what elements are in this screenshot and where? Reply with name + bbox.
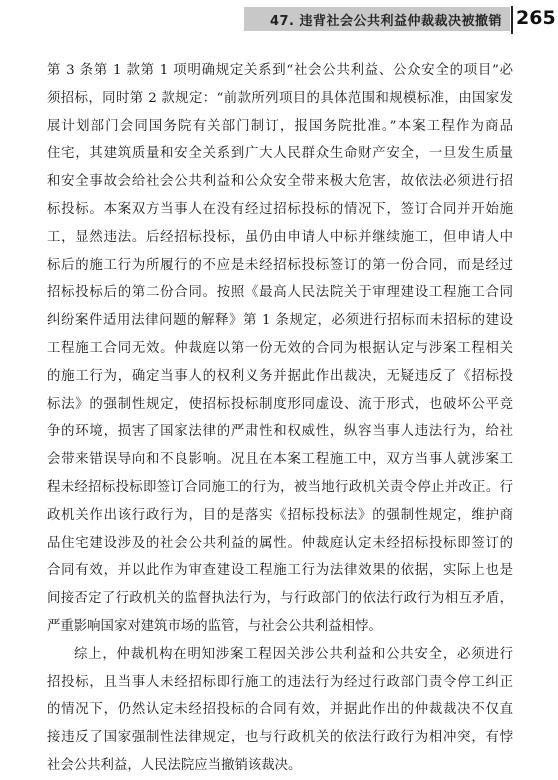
text-line: 严重影响国家对建筑市场的监管，与社会公共利益相悖。 <box>47 618 382 634</box>
text-line: 标投标。本案双方当事人在没有经过招标投标的情况下，签订合同并开始施 <box>47 201 513 217</box>
paragraph <box>47 57 513 641</box>
text-line: 间接否定了行政机关的监督执法行为，与行政部门的依法行政行为相互矛盾， <box>47 591 513 607</box>
text-line: 展计划部门会同国务院有关部门制订，报国务院批准。”本案工程作为商品 <box>47 118 513 134</box>
text-line: 第 3 条第 1 款第 1 项明确规定关系到“社会公共利益、公众安全的项目”必 <box>47 63 513 78</box>
text-line: 会带来错误导向和不良影响。况且在本案工程施工中，双方当事人就涉案工 <box>47 452 513 468</box>
text-line: 综上，仲裁机构在明知涉案工程因关涉公共利益和公共安全，必须进行 <box>74 646 513 662</box>
text-line: 的施工行为，确定当事人的权利义务并据此作出裁决，无疑违反了《招标投 <box>47 368 513 384</box>
text-line: 品住宅建设涉及的社会公共利益的属性。仲裁庭认定未经招标投标即签订的 <box>47 535 513 551</box>
text-line: 标后的施工行为所履行的不应是未经招标投标签订的第一份合同，而是经过 <box>47 257 513 273</box>
page-number: 265 <box>516 7 556 29</box>
text-line: 纠纷案件适用法律问题的解释》第 1 条规定，必须进行招标而未招标的建设 <box>47 313 513 329</box>
text-line: 住宅，其建筑质量和安全关系到广大人民群众生命财产安全，一旦发生质量 <box>47 146 513 162</box>
text-line: 社会公共利益，人民法院应当撤销该裁决。 <box>47 757 302 773</box>
text-line: 工，显然违法。后经招标投标，虽仍由申请人中标并继续施工，但申请人中 <box>47 229 513 245</box>
text-line: 接违反了国家强制性法律规定，也与行政机关的依法行政行为相冲突，有悖 <box>47 730 513 746</box>
chapter-title: 47. 违背社会公共利益仲裁裁决被撤销 <box>269 14 502 29</box>
text-line: 政机关作出该行政行为，目的是落实《招标投标法》的强制性规定，维护商 <box>47 507 513 523</box>
text-line: 的情况下，仍然认定未经招投标的合同有效，并据此作出的仲裁裁决不仅直 <box>47 702 513 718</box>
text-line: 须招标，同时第 2 款规定：“前款所列项目的具体范围和规模标准，由国家发 <box>47 90 513 106</box>
text-line: 工程施工合同无效。仲裁庭以第一份无效的合同为根据认定与涉案工程相关 <box>47 340 513 356</box>
text-line: 合同有效，并以此作为审查建设工程施工行为法律效果的依据，实际上也是 <box>47 563 513 579</box>
text-line: 招标投标后的第二份合同。按照《最高人民法院关于审理建设工程施工合同 <box>47 285 513 301</box>
paragraph <box>47 641 513 780</box>
text-line: 招投标，且当事人未经招标即行施工的违法行为经过行政部门责令停工纠正 <box>47 674 513 690</box>
text-line: 争的环境，损害了国家法律的严肃性和权威性，纵容当事人违法行为，给社 <box>47 424 513 440</box>
running-header <box>0 0 558 40</box>
text-line: 和安全事故会给社会公共利益和公众安全带来极大危害，故依法必须进行招 <box>47 174 513 190</box>
text-line: 标法》的强制性规定，使招标投标制度形同虚设、流于形式，也破坏公平竞 <box>47 396 513 412</box>
body-text <box>47 57 513 780</box>
header-divider <box>511 6 513 34</box>
text-line: 程未经招标投标即签订合同施工的行为，被当地行政机关责令停止并改正。行 <box>47 479 513 495</box>
